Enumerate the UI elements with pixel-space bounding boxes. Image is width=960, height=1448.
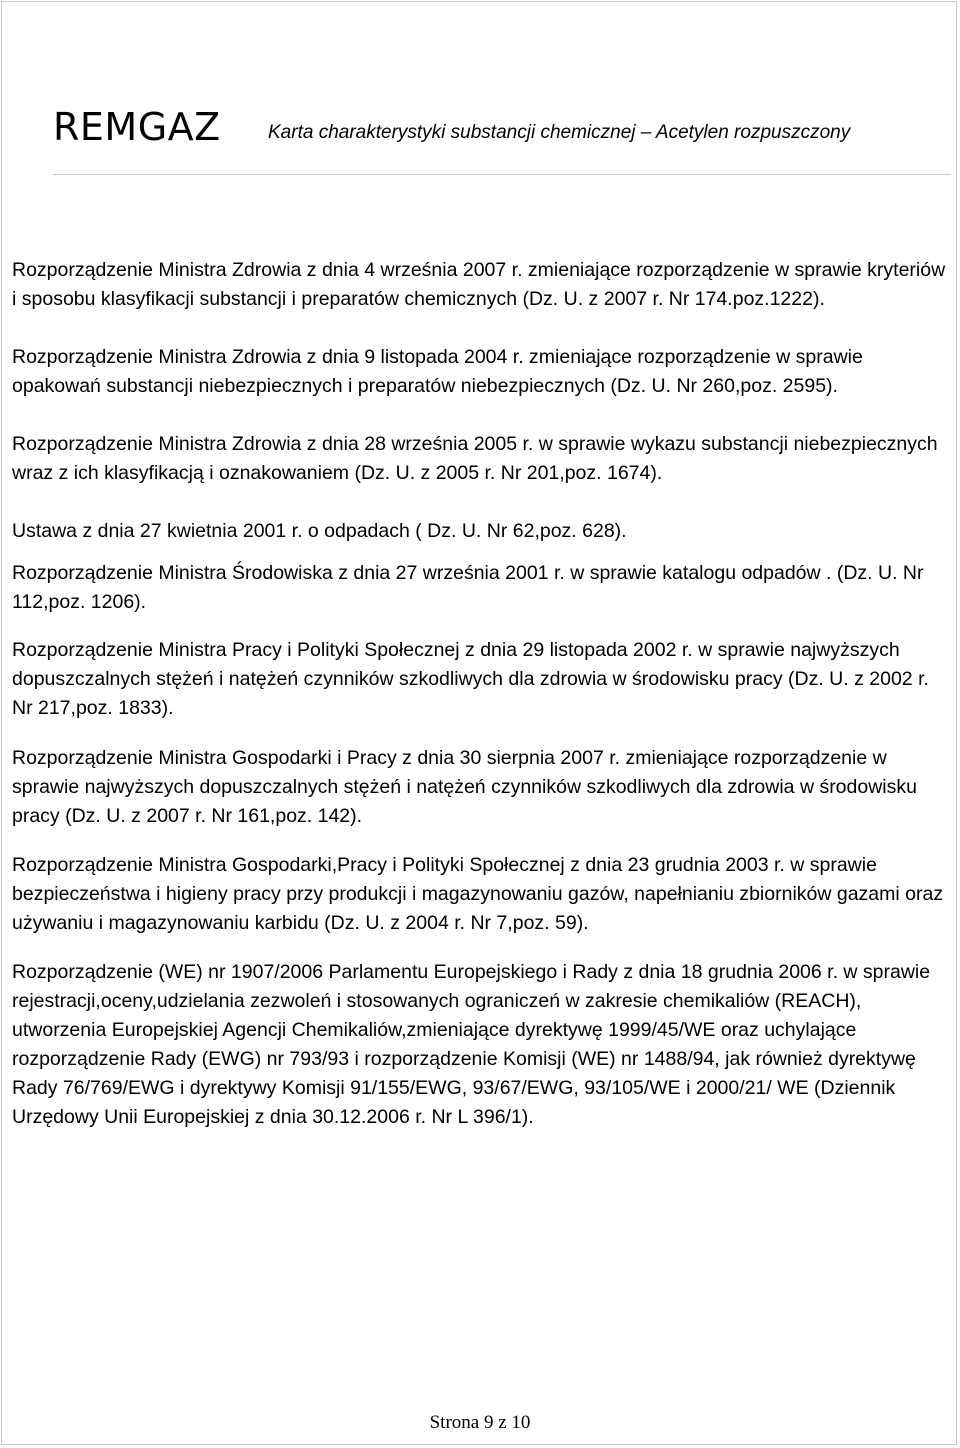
company-logo: REMGAZ xyxy=(53,105,221,149)
regulation-paragraph: Rozporządzenie Ministra Gospodarki i Pracy z dnia 30 sierpnia 2007 r. zmieniające rozporządzenie w sprawie najwyższych dopuszczalnych stężeń i natężeń czynników szkodliwych dla zdrowia w środowisku pracy (Dz. U. z 2007 r. Nr 161,poz. 142). xyxy=(12,747,917,827)
regulation-paragraph: Rozporządzenie Ministra Zdrowia z dnia 28 września 2005 r. w sprawie wykazu substancji niebezpiecznych wraz z ich klasyfikacją i oznakowaniem (Dz. U. z 2005 r. Nr 201,poz. 1674). xyxy=(12,433,938,484)
regulation-paragraph: Rozporządzenie (WE) nr 1907/2006 Parlamentu Europejskiego i Rady z dnia 18 grudnia 2006 r. w sprawie rejestracji,oceny,udzielania zezwoleń i stosowanych ograniczeń w zakresie chemikaliów (REACH), utworzenia Europejskiej Agencji Chemikaliów,zmieniające dyrektywę 1999/45/WE oraz uchylające rozporządzenie Rady (EWG) nr 793/93 i rozporządzenie Komisji (WE) nr 1488/94, jak również dyrektywę Rady 76/769/EWG i dyrektywy Komisji 91/155/EWG, 93/67/EWG, 93/105/WE i 2000/21/ WE (Dziennik Urzędowy Unii Europejskiej z dnia 30.12.2006 r. Nr L 396/1). xyxy=(12,961,931,1128)
header-divider xyxy=(53,174,951,175)
regulation-paragraph: Rozporządzenie Ministra Środowiska z dnia 27 września 2001 r. w sprawie katalogu odpadów . (Dz. U. Nr 112,poz. 1206). xyxy=(12,562,924,613)
regulation-paragraph: Rozporządzenie Ministra Zdrowia z dnia 4 września 2007 r. zmieniające rozporządzenie w sprawie kryteriów i sposobu klasyfikacji substancji i preparatów chemicznych (Dz. U. z 2007 r. Nr 174.poz.1222). xyxy=(12,259,946,310)
regulation-paragraph: Rozporządzenie Ministra Gospodarki,Pracy i Polityki Społecznej z dnia 23 grudnia 2003 r. w sprawie bezpieczeństwa i higieny pracy przy produkcji i magazynowaniu gazów, napełnianiu zbiorników gazami oraz używaniu i magazynowaniu karbidu (Dz. U. z 2004 r. Nr 7,poz. 59). xyxy=(12,854,944,934)
regulation-paragraph: Rozporządzenie Ministra Pracy i Polityki Społecznej z dnia 29 listopada 2002 r. w sprawie najwyższych dopuszczalnych stężeń i natężeń czynników szkodliwych dla zdrowia w środowisku pracy (Dz. U. z 2002 r. Nr 217,poz. 1833). xyxy=(12,639,929,719)
regulation-paragraph: Ustawa z dnia 27 kwietnia 2001 r. o odpadach ( Dz. U. Nr 62,poz. 628). xyxy=(12,520,627,542)
regulations-list xyxy=(12,256,947,1132)
regulation-paragraph: Rozporządzenie Ministra Zdrowia z dnia 9 listopada 2004 r. zmieniające rozporządzenie w sprawie opakowań substancji niebezpiecznych i preparatów niebezpiecznych (Dz. U. Nr 260,poz. 2595). xyxy=(12,346,863,397)
document-header xyxy=(53,104,933,154)
page-number: Strona 9 z 10 xyxy=(429,1412,531,1433)
document-title: Karta charakterystyki substancji chemicznej – Acetylen rozpuszczony xyxy=(268,122,851,143)
